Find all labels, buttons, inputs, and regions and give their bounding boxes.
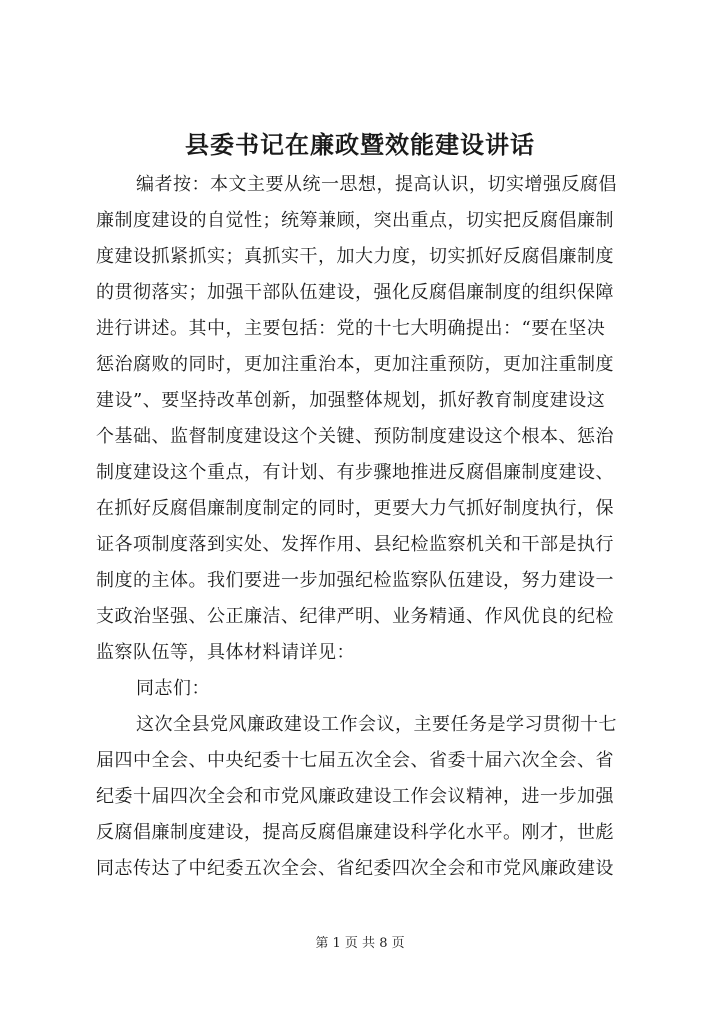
paragraph-line: 支政治坚强、公正廉洁、纪律严明、业务精通、作风优良的纪检 [96, 606, 614, 627]
paragraph-line: 届四中全会、中央纪委十七届五次全会、省委十届六次全会、省 [96, 750, 614, 771]
paragraph-line: 个基础、监督制度建设这个关键、预防制度建设这个根本、惩治 [96, 426, 614, 447]
paragraph-line: 编者按：本文主要从统一思想，提高认识，切实增强反腐倡 [136, 174, 617, 195]
paragraph-line: 监察队伍等，具体材料请详见： [96, 642, 355, 663]
paragraph-line: 在抓好反腐倡廉制度制定的同时，更要大力气抓好制度执行，保 [96, 498, 614, 519]
document-title: 县委书记在廉政暨效能建设讲话 [185, 130, 535, 159]
paragraph-line: 同志传达了中纪委五次全会、省纪委四次全会和市党风廉政建设 [96, 858, 614, 879]
page-number-footer: 第 1 页 共 8 页 [315, 936, 405, 951]
paragraph-line: 制度的主体。我们要进一步加强纪检监察队伍建设，努力建设一 [96, 570, 614, 591]
paragraph-line: 纪委十届四次全会和市党风廉政建设工作会议精神，进一步加强 [96, 786, 614, 807]
paragraph-line: 制度建设这个重点，有计划、有步骤地推进反腐倡廉制度建设、 [96, 462, 614, 483]
paragraph-line: 廉制度建设的自觉性；统筹兼顾，突出重点，切实把反腐倡廉制 [96, 210, 614, 231]
paragraph-line: 度建设抓紧抓实；真抓实干，加大力度，切实抓好反腐倡廉制度 [96, 246, 614, 267]
paragraph-line: 的贯彻落实；加强干部队伍建设，强化反腐倡廉制度的组织保障 [96, 282, 614, 303]
paragraph-line: 证各项制度落到实处、发挥作用、县纪检监察机关和干部是执行 [96, 534, 614, 555]
salutation: 同志们： [136, 678, 210, 699]
paragraph-line: 惩治腐败的同时，更加注重治本，更加注重预防，更加注重制度 [96, 354, 614, 375]
paragraph-line: 进行讲述。其中，主要包括：党的十七大明确提出：“要在坚决 [96, 318, 606, 339]
paragraph-line: 这次全县党风廉政建设工作会议，主要任务是学习贯彻十七 [136, 714, 617, 735]
paragraph-line: 反腐倡廉制度建设，提高反腐倡廉建设科学化水平。刚才，世彪 [96, 822, 614, 843]
document-body [96, 167, 640, 887]
paragraph-line: 建设”、要坚持改革创新，加强整体规划，抓好教育制度建设这 [96, 390, 606, 411]
